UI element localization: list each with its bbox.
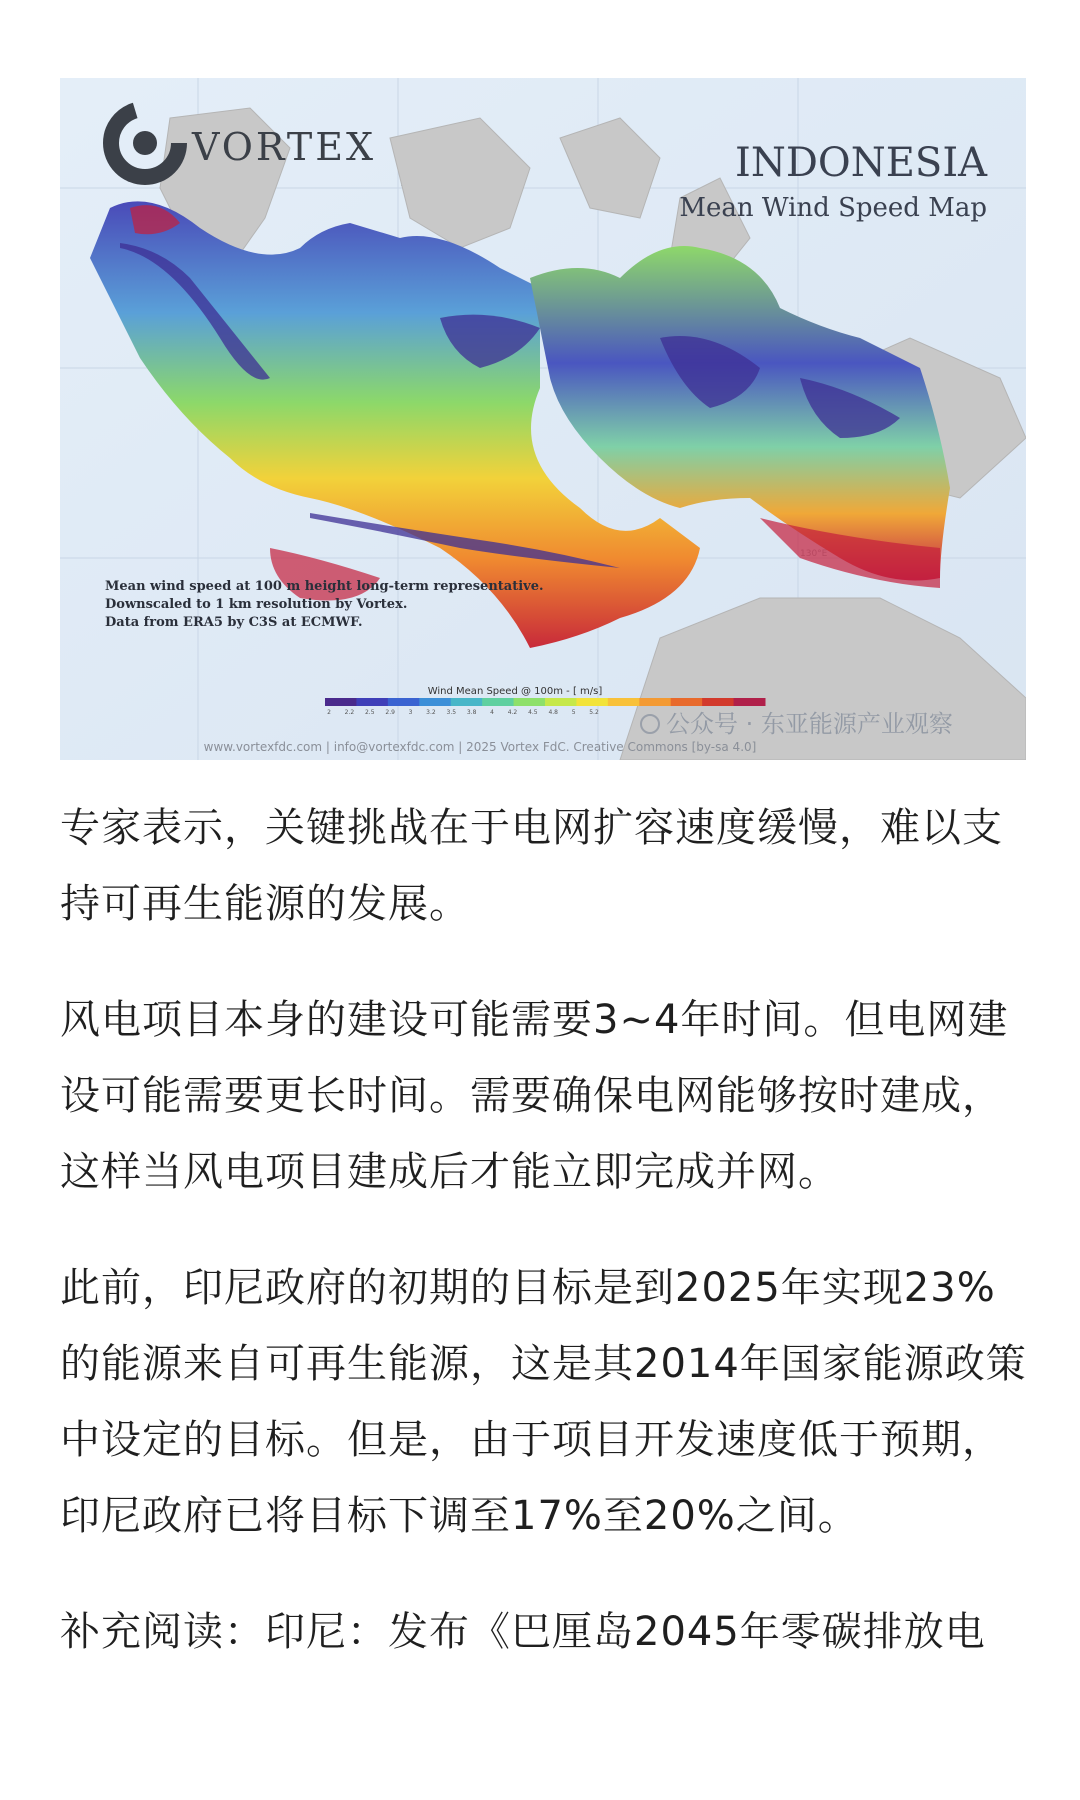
legend-swatch (734, 698, 766, 706)
legend-swatch (671, 698, 703, 706)
map-note-line: Mean wind speed at 100 m height long-term representative. (105, 579, 544, 594)
article-body (60, 790, 1030, 1710)
legend-tick-label: 2 (327, 709, 331, 716)
paragraph: 补充阅读：印尼：发布《巴厘岛2045年零碳排放电 (60, 1609, 986, 1655)
map-note-line: Downscaled to 1 km resolution by Vortex. (105, 597, 408, 612)
legend-tick-label: 3 (408, 709, 413, 716)
legend-tick-label: 4.5 (528, 709, 538, 716)
legend-swatch (451, 698, 483, 706)
legend-tick-label: 5.2 (589, 709, 599, 716)
brand-name: VORTEX (192, 125, 377, 169)
watermark-text: 公众号 · 东亚能源产业观察 (666, 710, 953, 738)
legend-swatch (325, 698, 357, 706)
legend-tick-label: 4 (490, 709, 494, 716)
legend-swatch (545, 698, 577, 706)
legend-swatch (482, 698, 514, 706)
wind-speed-map-figure (60, 78, 1026, 760)
legend-tick-label: 3.5 (446, 709, 457, 716)
legend-swatch (388, 698, 420, 706)
legend-tick-label: 3.2 (426, 709, 436, 716)
map-footer: www.vortexfdc.com | info@vortexfdc.com | 2025 Vortex FdC. Creative Commons [by-sa 4.0] (203, 740, 757, 754)
legend-swatch (356, 698, 388, 706)
legend-tick-label: 2.9 (385, 709, 395, 716)
paragraph: 专家表示，关键挑战在于电网扩容速度缓慢，难以支持可再生能源的发展。 (60, 805, 1003, 927)
map-note-line: Data from ERA5 by C3S at ECMWF. (105, 615, 363, 630)
wind-speed-map (60, 78, 1026, 760)
legend-tick-label: 2.5 (364, 709, 375, 716)
legend-tick-label: 2.2 (344, 709, 355, 716)
legend-tick-label: 4.2 (507, 709, 518, 716)
legend-color-bar (325, 698, 766, 706)
legend-swatch (576, 698, 608, 706)
map-subtitle: Mean Wind Speed Map (679, 193, 987, 223)
paragraph: 此前，印尼政府的初期的目标是到2025年实现23%的能源来自可再生能源，这是其2014年国家能源政策中设定的目标。但是，由于项目开发速度低于预期，印尼政府已将目标下调至17%至20%之间。 (60, 1265, 1027, 1539)
legend-swatch (702, 698, 734, 706)
legend-swatch (639, 698, 671, 706)
paragraph: 风电项目本身的建设可能需要3~4年时间。但电网建设可能需要更长时间。需要确保电网能够按时建成，这样当风电项目建成后才能立即完成并网。 (60, 997, 1009, 1195)
legend-swatch (419, 698, 451, 706)
legend-tick-label: 5 (571, 709, 576, 716)
watermark (641, 710, 953, 738)
map-title: INDONESIA (735, 140, 987, 186)
legend-title: Wind Mean Speed @ 100m - [ m/s] (427, 686, 603, 697)
legend-tick-label: 4.8 (548, 709, 559, 716)
legend-swatch (514, 698, 546, 706)
legend-swatch (608, 698, 640, 706)
legend-tick-label: 3.8 (466, 709, 477, 716)
